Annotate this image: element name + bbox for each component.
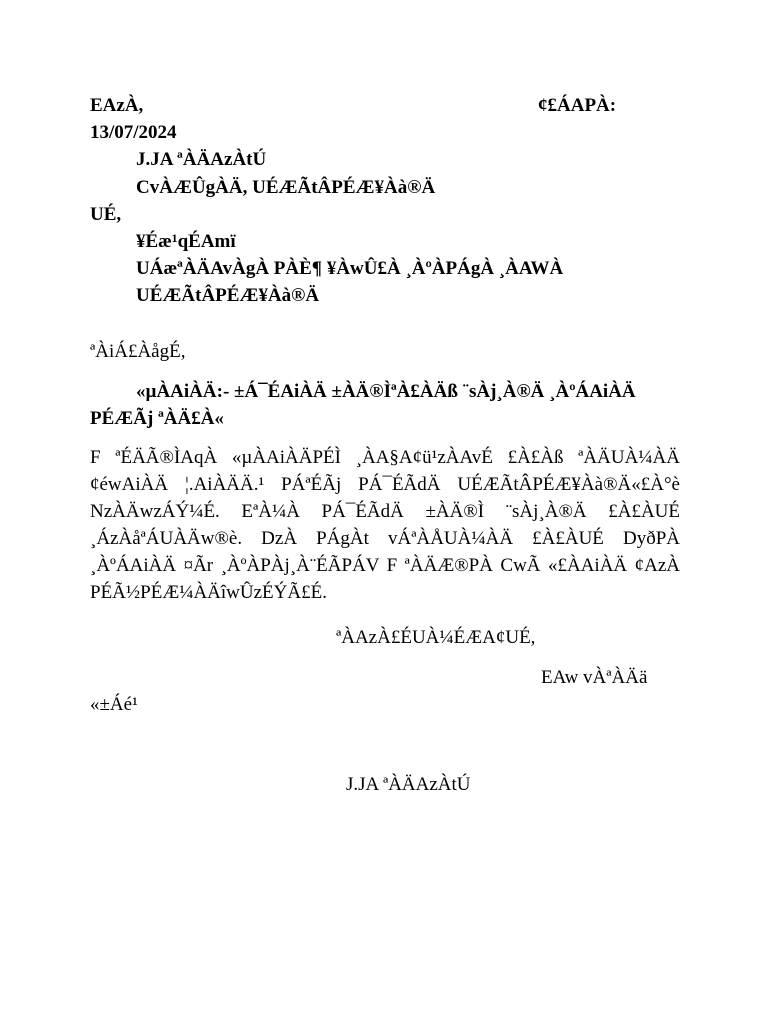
recipient-office-line1: UÁæªÀÄAvÀgÀ PÀÈ¶ ¥ÀwÛ£À ¸ÀºÀPÁgÀ ¸ÀAWÀ [136, 258, 564, 279]
closing-place: «±Áé¹ [90, 694, 138, 715]
sender-name: J.JA ªÀÄAzÀtÚ [136, 149, 267, 170]
body-paragraph: F ªÉÄÃ®ÌAqÀ «µÀAiÀÄPÉÌ ¸ÀA§A¢ü¹zÀAvÉ £À£Àß ªÀÄUÀ¼ÀÄ ¢éwAiÀÄ ¦.AiÀÄÄ.¹ PÁªÉÃj PÁ¯ÉÃdÄ UÉÆÃtÂPÉÆ¥Àà®Ä«£À°è NzÀÄwzÁÝ¼É. EªÀ¼À PÁ¯ÉÃdÄ ±ÀÄ®Ì ¨sÀj¸À®Ä £À£ÀUÉ ¸ÁzÀåªÁUÀÄw®è. DzÀ PÁgÀt vÁªÀÅUÀ¼ÀÄ £À£ÀUÉ DyðPÀ ¸ÀºÁAiÀÄ ¤Ãr ¸ÀºÀPÀj¸À¨ÉÃPÁV F ªÀÄÆ®PÀ CwÃ «£ÀAiÀÄ ¢AzÀ PÉÃ½PÉÆ¼ÀÄîwÛzÉÝÃ£É. [90, 447, 680, 603]
to-label: UÉ, [90, 204, 122, 225]
subject-line2: PÉÆÃj ªÀÄ£À« [90, 408, 224, 429]
sender-address: CvÀÆÛgÀÄ, UÉÆÃtÂPÉÆ¥Àà®Ä [136, 177, 436, 198]
date-label: ¢£ÁAPÀ: [538, 95, 617, 116]
recipient-office-line2: UÉÆÃtÂPÉÆ¥Àà®Ä [136, 285, 320, 306]
date-value: 13/07/2024 [90, 122, 177, 143]
signature-name: J.JA ªÀÄAzÀtÚ [346, 774, 471, 795]
from-label: EAzÀ, [90, 95, 144, 116]
closing-yours: EAw vÀªÀÄä [541, 667, 648, 688]
recipient-designation: ¥Éæ¹qÉAmï [136, 231, 236, 252]
salutation: ªÀiÁ£ÀågÉ, [90, 341, 186, 362]
subject-line1: «µÀAiÀÄ:- ±Á¯ÉAiÀÄ ±ÀÄ®ÌªÀ£ÀÄß ¨sÀj¸À®Ä ¸ÀºÁAiÀÄ [136, 381, 636, 402]
closing-phrase: ªÀAzÀ£ÉUÀ¼ÉÆA¢UÉ, [336, 627, 536, 648]
